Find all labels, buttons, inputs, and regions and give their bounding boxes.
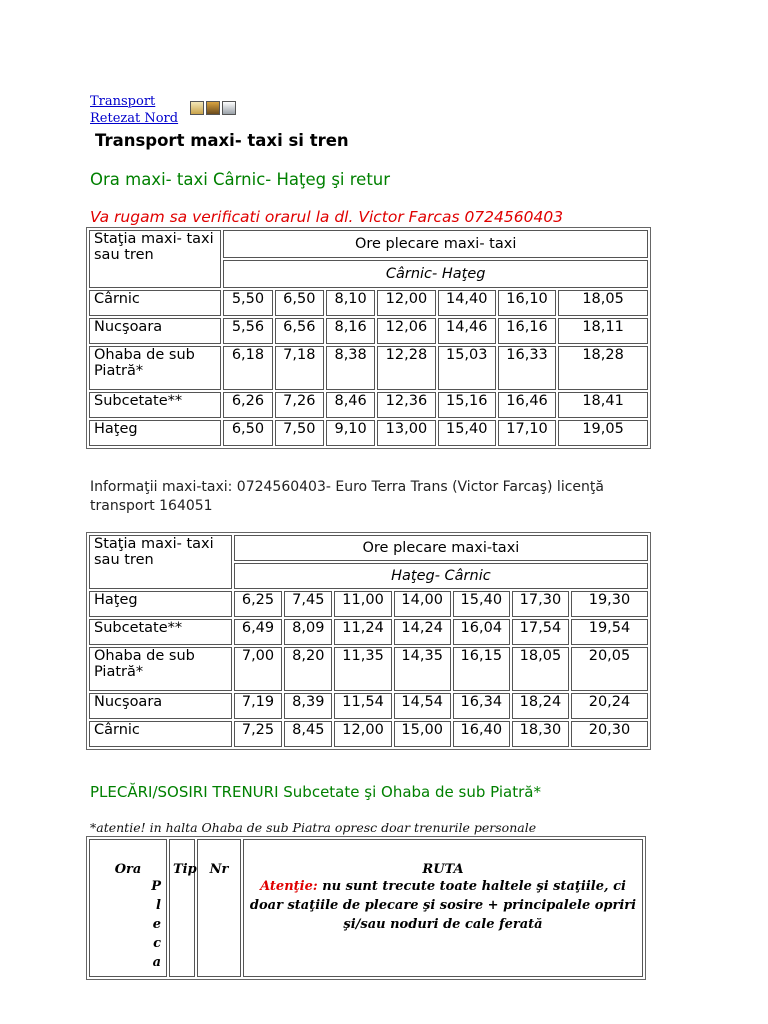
time-cell: 16,33 xyxy=(498,346,556,390)
time-cell: 16,04 xyxy=(453,619,510,645)
route-header: Cârnic- Haţeg xyxy=(223,260,648,288)
time-cell: 17,30 xyxy=(512,591,569,617)
time-cell: 7,50 xyxy=(275,420,324,446)
time-cell: 20,24 xyxy=(571,693,648,719)
station-cell: Nucşoara xyxy=(89,693,232,719)
trains-heading: PLECĂRI/SOSIRI TRENURI Subcetate şi Ohaba de sub Piatră* xyxy=(90,783,541,801)
table-row xyxy=(89,591,648,617)
time-cell: 17,10 xyxy=(498,420,556,446)
time-cell: 15,40 xyxy=(453,591,510,617)
time-cell: 17,54 xyxy=(512,619,569,645)
time-cell: 16,34 xyxy=(453,693,510,719)
document-icon[interactable] xyxy=(190,101,204,115)
station-header: Staţia maxi- taxi sau tren xyxy=(89,535,232,589)
pleca-letter: l xyxy=(156,898,161,913)
time-cell: 11,24 xyxy=(334,619,391,645)
time-cell: 16,40 xyxy=(453,721,510,747)
time-cell: 6,49 xyxy=(234,619,282,645)
time-cell: 8,10 xyxy=(326,290,375,316)
time-cell: 8,09 xyxy=(284,619,332,645)
time-cell: 12,00 xyxy=(377,290,435,316)
table-row xyxy=(89,420,648,446)
col-nr: Nr xyxy=(197,839,241,977)
ruta-attention-text: nu sunt trecute toate haltele şi staţiile, ci doar staţiile de plecare şi sosire + principalele opriri şi/sau noduri de cale ferată xyxy=(249,879,637,932)
pleca-letter: c xyxy=(153,936,161,951)
times-header: Ore plecare maxi-taxi xyxy=(234,535,648,561)
time-cell: 7,26 xyxy=(275,392,324,418)
trains-note: *atentie! in halta Ohaba de sub Piatra opresc doar trenurile personale xyxy=(90,820,537,835)
pleca-letter: e xyxy=(152,917,161,932)
ruta-title: RUTA xyxy=(422,862,464,877)
time-cell: 8,16 xyxy=(326,318,375,344)
pleca-letter: a xyxy=(152,955,161,970)
table-row xyxy=(89,693,648,719)
time-cell: 18,11 xyxy=(558,318,648,344)
time-cell: 20,05 xyxy=(571,647,648,691)
time-cell: 11,54 xyxy=(334,693,391,719)
station-cell: Nucşoara xyxy=(89,318,221,344)
time-cell: 14,24 xyxy=(394,619,451,645)
table-row xyxy=(89,290,648,316)
time-cell: 15,03 xyxy=(438,346,496,390)
station-cell: Ohaba de sub Piatră* xyxy=(89,647,232,691)
time-cell: 6,56 xyxy=(275,318,324,344)
col-pleca-vertical xyxy=(93,877,163,972)
time-cell: 16,46 xyxy=(498,392,556,418)
time-cell: 7,00 xyxy=(234,647,282,691)
table-row xyxy=(89,619,648,645)
time-cell: 11,00 xyxy=(334,591,391,617)
col-ora-label: Ora xyxy=(114,862,142,877)
station-header: Staţia maxi- taxi sau tren xyxy=(89,230,221,288)
folder-icon[interactable] xyxy=(206,101,220,115)
time-cell: 18,05 xyxy=(512,647,569,691)
time-cell: 6,50 xyxy=(223,420,272,446)
warning-text: Va rugam sa verificati orarul la dl. Victor Farcas 0724560403 xyxy=(90,208,564,226)
station-cell: Haţeg xyxy=(89,591,232,617)
time-cell: 7,45 xyxy=(284,591,332,617)
station-cell: Cârnic xyxy=(89,290,221,316)
time-cell: 15,16 xyxy=(438,392,496,418)
table-row xyxy=(89,346,648,390)
toolbar-icons xyxy=(190,101,236,115)
route-header: Haţeg- Cârnic xyxy=(234,563,648,589)
link-transport[interactable]: Transport xyxy=(90,94,156,109)
col-ruta xyxy=(243,839,643,977)
time-cell: 18,41 xyxy=(558,392,648,418)
time-cell: 18,30 xyxy=(512,721,569,747)
link-retezat-nord[interactable]: Retezat Nord xyxy=(90,111,179,126)
pleca-letter: P xyxy=(151,879,161,894)
times-header: Ore plecare maxi- taxi xyxy=(223,230,648,258)
time-cell: 16,16 xyxy=(498,318,556,344)
breadcrumb-link[interactable] xyxy=(90,93,178,127)
col-ora xyxy=(89,839,167,977)
ruta-attention-label: Atenţie: xyxy=(260,879,318,894)
time-cell: 5,56 xyxy=(223,318,272,344)
time-cell: 13,00 xyxy=(377,420,435,446)
time-cell: 14,00 xyxy=(394,591,451,617)
time-cell: 14,54 xyxy=(394,693,451,719)
station-cell: Ohaba de sub Piatră* xyxy=(89,346,221,390)
time-cell: 8,45 xyxy=(284,721,332,747)
time-cell: 5,50 xyxy=(223,290,272,316)
table-row xyxy=(89,647,648,691)
station-cell: Haţeg xyxy=(89,420,221,446)
time-cell: 8,38 xyxy=(326,346,375,390)
time-cell: 7,25 xyxy=(234,721,282,747)
time-cell: 9,10 xyxy=(326,420,375,446)
trains-table xyxy=(86,836,646,980)
station-cell: Subcetate** xyxy=(89,619,232,645)
time-cell: 8,46 xyxy=(326,392,375,418)
time-cell: 12,06 xyxy=(377,318,435,344)
time-cell: 11,35 xyxy=(334,647,391,691)
station-cell: Subcetate** xyxy=(89,392,221,418)
time-cell: 18,05 xyxy=(558,290,648,316)
maxi-taxi-table-outbound xyxy=(86,227,651,449)
time-cell: 15,40 xyxy=(438,420,496,446)
maxi-taxi-table-return xyxy=(86,532,651,750)
time-cell: 12,28 xyxy=(377,346,435,390)
time-cell: 6,26 xyxy=(223,392,272,418)
time-cell: 6,50 xyxy=(275,290,324,316)
time-cell: 8,39 xyxy=(284,693,332,719)
window-icon[interactable] xyxy=(222,101,236,115)
time-cell: 18,24 xyxy=(512,693,569,719)
time-cell: 6,18 xyxy=(223,346,272,390)
table-row xyxy=(89,721,648,747)
time-cell: 19,54 xyxy=(571,619,648,645)
station-cell: Cârnic xyxy=(89,721,232,747)
col-tip: Tip xyxy=(169,839,195,977)
time-cell: 16,10 xyxy=(498,290,556,316)
time-cell: 6,25 xyxy=(234,591,282,617)
time-cell: 14,46 xyxy=(438,318,496,344)
time-cell: 12,36 xyxy=(377,392,435,418)
time-cell: 18,28 xyxy=(558,346,648,390)
section-subtitle: Ora maxi- taxi Cârnic- Haţeg şi retur xyxy=(90,170,391,189)
time-cell: 19,30 xyxy=(571,591,648,617)
info-text: Informaţii maxi-taxi: 0724560403- Euro Terra Trans (Victor Farcaş) licenţă transport 164051 xyxy=(90,479,604,514)
time-cell: 14,35 xyxy=(394,647,451,691)
time-cell: 12,00 xyxy=(334,721,391,747)
time-cell: 20,30 xyxy=(571,721,648,747)
time-cell: 15,00 xyxy=(394,721,451,747)
time-cell: 7,18 xyxy=(275,346,324,390)
time-cell: 19,05 xyxy=(558,420,648,446)
table-row xyxy=(89,392,648,418)
time-cell: 14,40 xyxy=(438,290,496,316)
page-title: Transport maxi- taxi si tren xyxy=(95,131,349,150)
time-cell: 16,15 xyxy=(453,647,510,691)
time-cell: 7,19 xyxy=(234,693,282,719)
table-row xyxy=(89,318,648,344)
time-cell: 8,20 xyxy=(284,647,332,691)
